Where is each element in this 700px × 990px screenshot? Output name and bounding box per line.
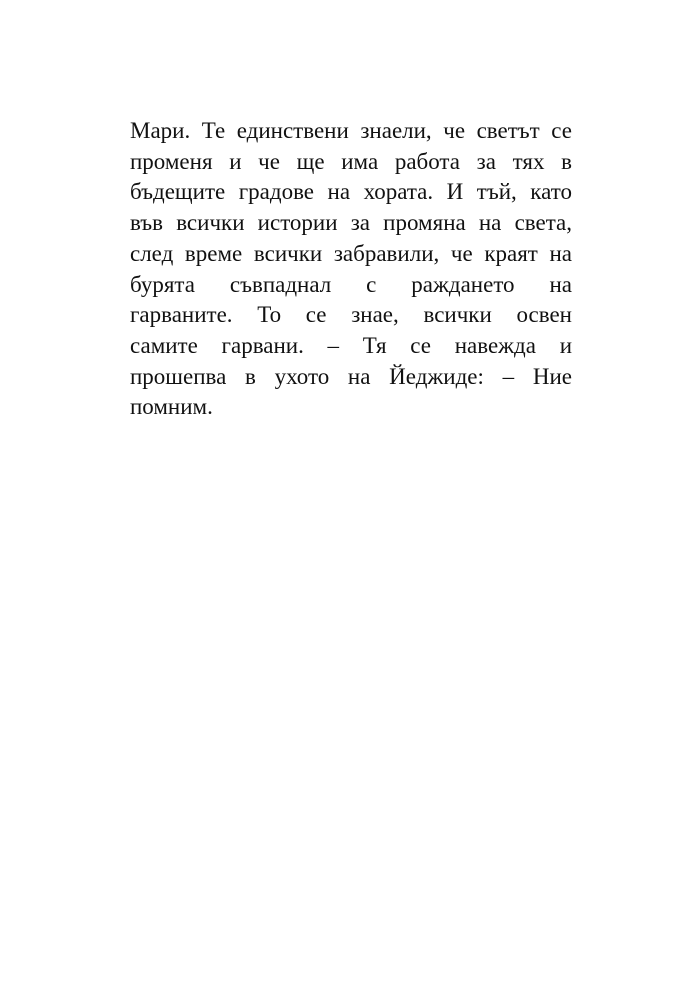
text-line-8: самите гарвани. – Тя се навежда и bbox=[130, 332, 572, 358]
body-paragraph bbox=[130, 116, 572, 423]
text-line-9: прошепва в ухото на Йеджиде: – Ние bbox=[130, 363, 572, 389]
text-line-7: гарваните. То се знае, всички освен bbox=[130, 302, 572, 328]
text-line-4: във всички истории за промяна на света, bbox=[130, 210, 572, 236]
text-line-10: помним. bbox=[130, 394, 213, 420]
text-line-6: бурята съвпаднал с раждането на bbox=[130, 271, 572, 297]
text-line-1: Мари. Те единствени знаели, че светът се bbox=[130, 118, 572, 143]
text-line-3: бъдещите градове на хората. И тъй, като bbox=[130, 179, 572, 205]
text-line-2: променя и че ще има работа за тях в bbox=[130, 148, 572, 174]
text-line-5: след време всички забравили, че краят на bbox=[130, 240, 572, 266]
